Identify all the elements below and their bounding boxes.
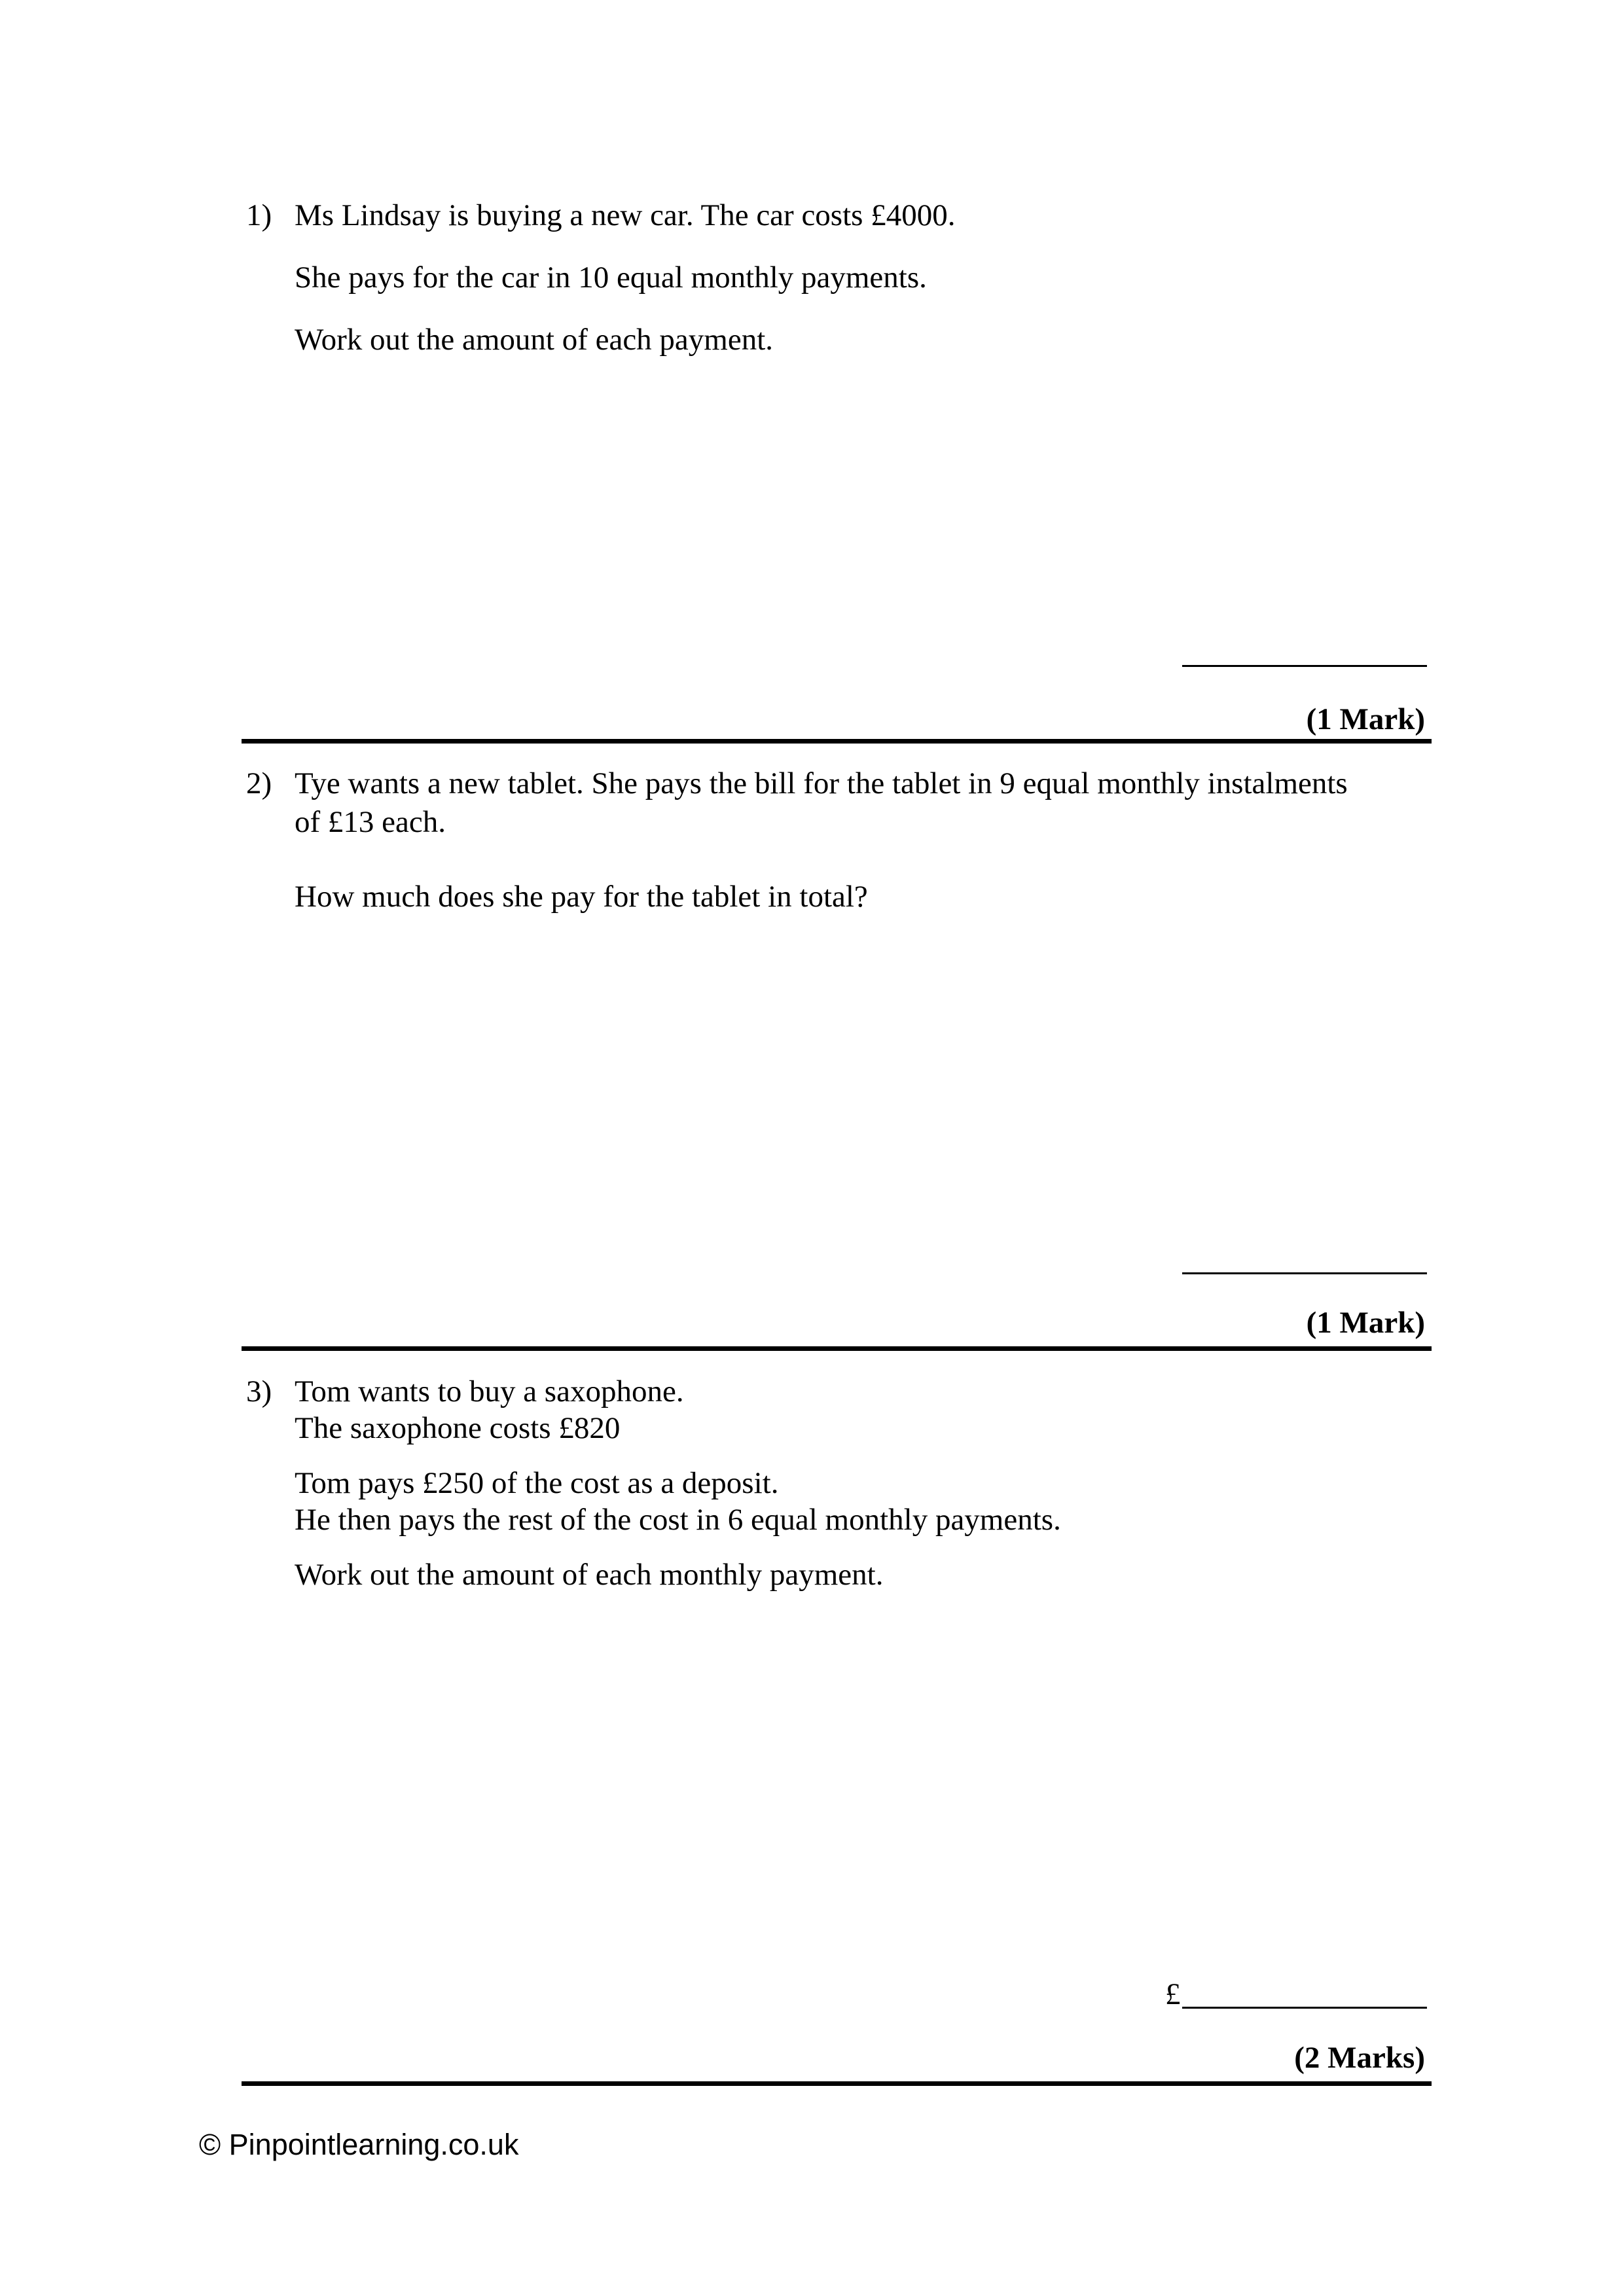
answer-line[interactable] xyxy=(1182,665,1427,667)
question-number: 1) xyxy=(246,198,272,232)
answer-line[interactable] xyxy=(1182,1272,1427,1274)
marks-label: (1 Mark) xyxy=(1306,702,1425,736)
question-text-line: He then pays the rest of the cost in 6 equal monthly payments. xyxy=(295,1503,1061,1537)
pound-sign-prefix: £ xyxy=(1165,1977,1181,2011)
question-text-line: The saxophone costs £820 xyxy=(295,1411,621,1445)
question-text-line: She pays for the car in 10 equal monthly payments. xyxy=(295,260,927,295)
section-divider xyxy=(242,739,1432,744)
copyright-footer: © Pinpointlearning.co.uk xyxy=(199,2128,519,2161)
marks-label: (2 Marks) xyxy=(1294,2041,1425,2075)
section-divider xyxy=(242,2081,1432,2086)
question-number: 3) xyxy=(246,1374,272,1408)
section-divider xyxy=(242,1346,1432,1351)
question-number: 2) xyxy=(246,766,272,800)
question-text-line: of £13 each. xyxy=(295,805,446,839)
question-text-line: Tye wants a new tablet. She pays the bill for the tablet in 9 equal monthly instalments xyxy=(295,766,1348,800)
question-text-line: Work out the amount of each monthly payment. xyxy=(295,1558,884,1592)
question-text-line: Tom pays £250 of the cost as a deposit. xyxy=(295,1466,779,1500)
question-text-line: Tom wants to buy a saxophone. xyxy=(295,1374,684,1408)
marks-label: (1 Mark) xyxy=(1306,1306,1425,1340)
answer-line[interactable] xyxy=(1182,2007,1427,2009)
question-text-line: How much does she pay for the tablet in total? xyxy=(295,880,868,914)
question-text-line: Work out the amount of each payment. xyxy=(295,323,774,357)
question-text-line: Ms Lindsay is buying a new car. The car costs £4000. xyxy=(295,198,956,232)
